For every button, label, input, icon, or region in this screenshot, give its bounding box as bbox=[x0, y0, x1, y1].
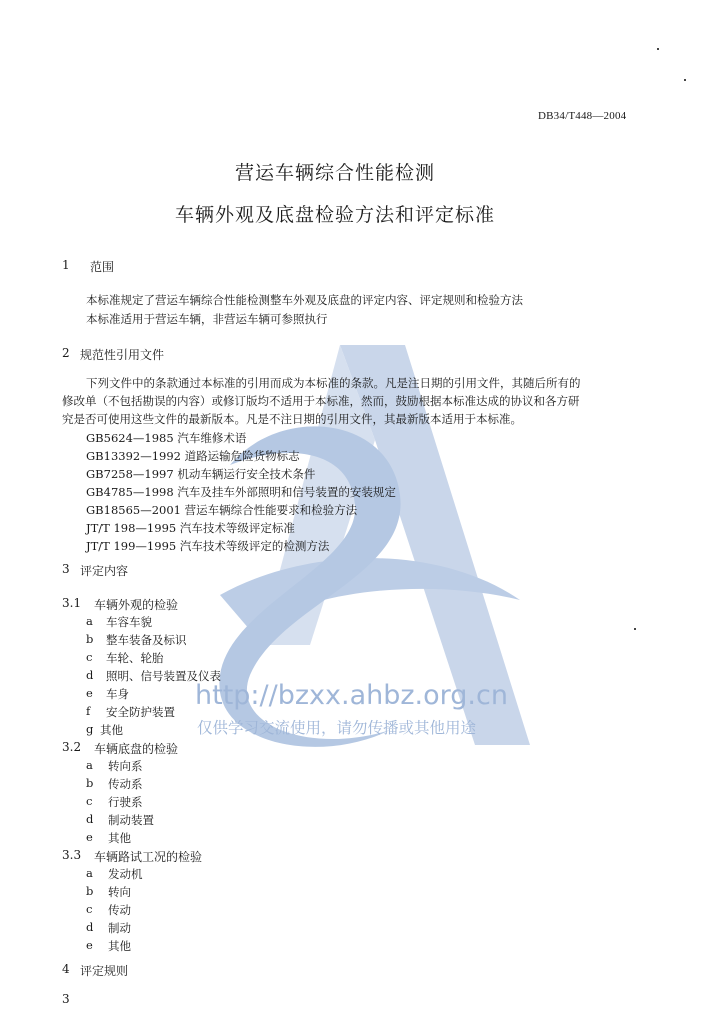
subsection-3-2-title: 车辆底盘的检验 bbox=[94, 742, 179, 756]
section-3-title: 评定内容 bbox=[80, 564, 129, 578]
section-2-para-line-3: 究是否可使用这些文件的最新版本。凡是不注日期的引用文件，其最新版本适用于本标准。 bbox=[62, 412, 522, 426]
list-item: 制动装置 bbox=[108, 813, 154, 827]
section-1-para-2: 本标准适用于营运车辆，非营运车辆可参照执行 bbox=[86, 312, 328, 326]
reference-item: JT/T 199—1995 汽车技术等级评定的检测方法 bbox=[86, 539, 330, 553]
list-item-letter: e bbox=[86, 686, 93, 700]
section-1-para-1: 本标准规定了营运车辆综合性能检测整车外观及底盘的评定内容、评定规则和检验方法 bbox=[86, 293, 523, 307]
list-item: 其他 bbox=[100, 723, 123, 737]
section-4-title: 评定规则 bbox=[80, 964, 129, 978]
title-line-1: 营运车辆综合性能检测 bbox=[235, 162, 436, 184]
list-item-letter: b bbox=[86, 884, 94, 898]
list-item-letter: d bbox=[86, 812, 94, 826]
list-item-letter: b bbox=[86, 776, 94, 790]
list-item: 车轮、轮胎 bbox=[106, 651, 164, 665]
list-item-letter: f bbox=[86, 704, 91, 718]
list-item-letter: c bbox=[86, 902, 93, 916]
section-1-number: 1 bbox=[62, 258, 70, 272]
list-item: 车容车貌 bbox=[106, 615, 152, 629]
reference-item: GB18565—2001 营运车辆综合性能要求和检验方法 bbox=[86, 503, 358, 517]
reference-item: GB4785—1998 汽车及挂车外部照明和信号装置的安装规定 bbox=[86, 485, 396, 499]
list-item: 其他 bbox=[108, 831, 131, 845]
list-item: 发动机 bbox=[108, 867, 143, 881]
section-1-title: 范围 bbox=[90, 260, 115, 274]
list-item-letter: a bbox=[86, 614, 93, 628]
document-code: DB34/T448—2004 bbox=[538, 110, 627, 122]
list-item: 转向系 bbox=[108, 759, 143, 773]
list-item-letter: d bbox=[86, 668, 94, 682]
list-item-letter: g bbox=[86, 722, 94, 736]
list-item-letter: d bbox=[86, 920, 94, 934]
scan-speck bbox=[634, 628, 636, 630]
section-2-number: 2 bbox=[62, 346, 70, 360]
section-2-title: 规范性引用文件 bbox=[80, 348, 165, 362]
page-number: 3 bbox=[62, 992, 70, 1006]
reference-item: JT/T 198—1995 汽车技术等级评定标准 bbox=[86, 521, 295, 535]
list-item: 转向 bbox=[108, 885, 131, 899]
list-item-letter: a bbox=[86, 866, 93, 880]
list-item-letter: c bbox=[86, 794, 93, 808]
watermark-note: 仅供学习交流使用，请勿传播或其他用途 bbox=[197, 719, 477, 737]
list-item: 其他 bbox=[108, 939, 131, 953]
list-item-letter: c bbox=[86, 650, 93, 664]
list-item: 传动系 bbox=[108, 777, 143, 791]
list-item: 行驶系 bbox=[108, 795, 143, 809]
section-4-number: 4 bbox=[62, 962, 70, 976]
list-item: 照明、信号装置及仪表 bbox=[106, 669, 221, 683]
section-2-para-line-2: 修改单（不包括勘误的内容）或修订版均不适用于本标准，然而，鼓励根据本标准达成的协议和各方研 bbox=[62, 394, 580, 408]
list-item: 安全防护装置 bbox=[106, 705, 175, 719]
section-3-number: 3 bbox=[62, 562, 70, 576]
subsection-3-3-number: 3.3 bbox=[62, 848, 82, 862]
list-item-letter: e bbox=[86, 938, 93, 952]
watermark-url: http://bzxx.ahbz.org.cn bbox=[195, 680, 508, 711]
subsection-3-1-title: 车辆外观的检验 bbox=[94, 598, 179, 612]
scan-speck bbox=[657, 48, 659, 50]
reference-item: GB5624—1985 汽车维修术语 bbox=[86, 431, 247, 445]
list-item: 制动 bbox=[108, 921, 131, 935]
reference-item: GB13392—1992 道路运输危险货物标志 bbox=[86, 449, 300, 463]
list-item-letter: b bbox=[86, 632, 94, 646]
title-line-2: 车辆外观及底盘检验方法和评定标准 bbox=[175, 204, 496, 226]
scan-speck bbox=[684, 79, 686, 81]
subsection-3-3-title: 车辆路试工况的检验 bbox=[94, 850, 203, 864]
list-item-letter: e bbox=[86, 830, 93, 844]
list-item: 传动 bbox=[108, 903, 131, 917]
list-item: 车身 bbox=[106, 687, 129, 701]
list-item: 整车装备及标识 bbox=[106, 633, 187, 647]
subsection-3-1-number: 3.1 bbox=[62, 596, 82, 610]
subsection-3-2-number: 3.2 bbox=[62, 740, 82, 754]
section-2-para-line-1: 下列文件中的条款通过本标准的引用而成为本标准的条款。凡是注日期的引用文件，其随后所有的 bbox=[86, 376, 581, 390]
reference-item: GB7258—1997 机动车辆运行安全技术条件 bbox=[86, 467, 316, 481]
list-item-letter: a bbox=[86, 758, 93, 772]
